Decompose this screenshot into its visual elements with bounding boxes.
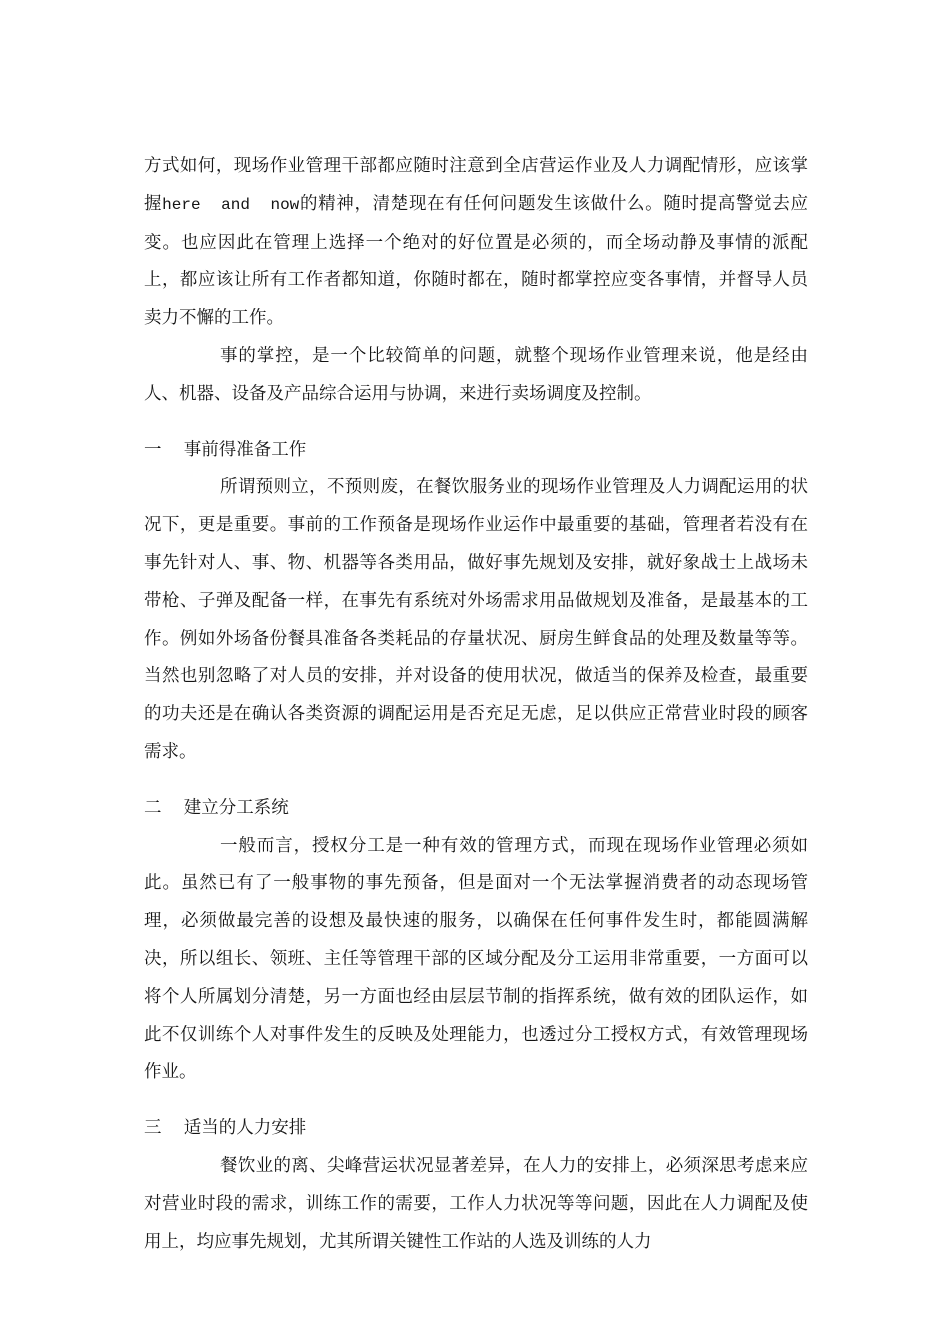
english-phrase: here and now: [162, 195, 300, 214]
section-body-1: 所谓预则立，不预则废，在餐饮服务业的现场作业管理及人力调配运用的状况下，更是重要。事前的工作预备是现场作业运作中最重要的基础，管理者若没有在事先针对人、事、物、机器等各类用品，做好事先规划及安排，就好象战士上战场未带枪、子弹及配备一样，在事先有系统对外场需求用品做规划及准备，是最基本的工作。例如外场备份餐具准备各类耗品的存量状况、厨房生鲜食品的处理及数量等等。当然也别忽略了对人员的安排，并对设备的使用状况，做适当的保养及检查，最重要的功夫还是在确认各类资源的调配运用是否充足无虑，足以供应正常营业时段的顾客需求。: [144, 477, 808, 762]
section-heading-1: 一 事前得准备工作: [144, 439, 307, 460]
document-body: [144, 148, 808, 1261]
section-heading-2: 二 建立分工系统: [144, 797, 289, 818]
paragraph-text: 的精神，清楚现在有任何问题发生该做什么。随时提高警觉去应变。也应因此在管理上选择一个绝对的好位置是必须的，而全场动静及事情的派配上，都应该让所有工作者都知道，你随时都在，随时都掌控应变各事情，并督导人员卖力不懈的工作。: [144, 193, 809, 329]
section-heading-3: 三 适当的人力安排: [144, 1118, 307, 1139]
section-body-2: 一般而言，授权分工是一种有效的管理方式，而现在现场作业管理必须如此。虽然已有了一般事物的事先预备，但是面对一个无法掌握消费者的动态现场管理，必须做最完善的设想及最快速的服务，以确保在任何事件发生时，都能圆满解决，所以组长、领班、主任等管理干部的区域分配及分工运用非常重要，一方面可以将个人所属划分清楚，另一方面也经由层层节制的指挥系统，做有效的团队运作，如此不仅训练个人对事件发生的反映及处理能力，也透过分工授权方式，有效管理现场作业。: [144, 835, 808, 1083]
paragraph-control: 事的掌控，是一个比较简单的问题，就整个现场作业管理来说，他是经由人、机器、设备及产品综合运用与协调，来进行卖场调度及控制。: [144, 345, 808, 404]
section-body-3: 餐饮业的离、尖峰营运状况显著差异，在人力的安排上，必须深思考虑来应对营业时段的需求，训练工作的需要，工作人力状况等等问题，因此在人力调配及使用上，均应事先规划，尤其所谓关键性工作站的人选及训练的人力: [144, 1155, 808, 1252]
paragraph-continuation: [144, 148, 808, 338]
paragraph-text: 方式如何，现场作业管理干部都应随时注意到全店营运作业及人力调配情形，应该掌握: [144, 156, 808, 214]
